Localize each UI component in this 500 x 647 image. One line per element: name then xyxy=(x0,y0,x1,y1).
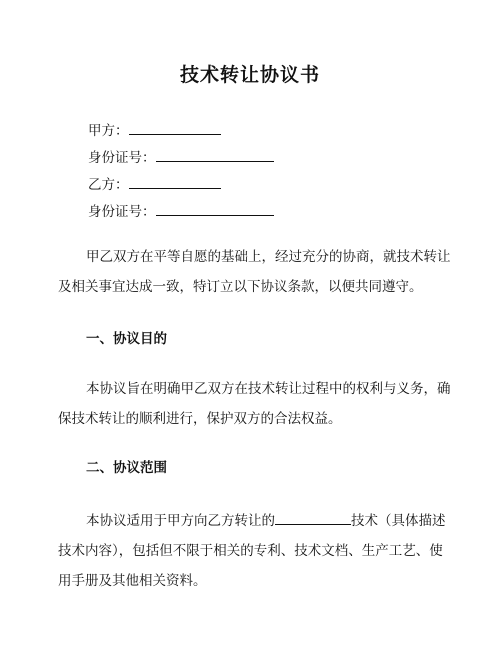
section-2-heading: 二、协议范围 xyxy=(86,460,167,476)
section-1-line-2: 保技术转让的顺利进行，保护双方的合法权益。 xyxy=(58,411,342,427)
section-1-paragraph xyxy=(58,374,451,434)
section-2-line-2: 技术内容），包括但不限于相关的专利、技术文档、生产工艺、使 xyxy=(58,543,443,559)
intro-paragraph xyxy=(58,242,451,302)
party-a-blank[interactable] xyxy=(129,119,221,135)
intro-line-1: 甲乙双方在平等自愿的基础上，经过充分的协商，就技术转让 xyxy=(86,249,451,265)
section-1-line-1: 本协议旨在明确甲乙双方在技术转让过程中的权利与义务，确 xyxy=(86,381,451,397)
intro-line-2: 及相关事宜达成一致，特订立以下协议条款，以便共同遵守。 xyxy=(58,279,423,295)
party-a-line xyxy=(88,119,221,141)
id-b-label: 身份证号： xyxy=(88,204,156,220)
party-b-blank[interactable] xyxy=(129,173,221,189)
section-2-line-1b: 技术（具体描述 xyxy=(351,513,446,529)
party-a-label: 甲方： xyxy=(88,123,129,139)
party-b-line xyxy=(88,173,221,195)
section-2-line-1a: 本协议适用于甲方向乙方转让的 xyxy=(86,513,275,529)
technology-name-blank[interactable] xyxy=(275,509,351,525)
party-b-label: 乙方： xyxy=(88,177,129,193)
id-a-label: 身份证号： xyxy=(88,150,156,166)
section-1-heading: 一、协议目的 xyxy=(86,331,167,347)
id-b-blank[interactable] xyxy=(156,200,274,216)
id-b-line xyxy=(88,200,274,222)
id-a-line xyxy=(88,146,274,168)
document-title: 技术转让协议书 xyxy=(179,64,320,86)
id-a-blank[interactable] xyxy=(156,146,274,162)
section-2-paragraph xyxy=(58,506,448,596)
section-2-line-3: 用手册及其他相关资料。 xyxy=(58,573,207,589)
